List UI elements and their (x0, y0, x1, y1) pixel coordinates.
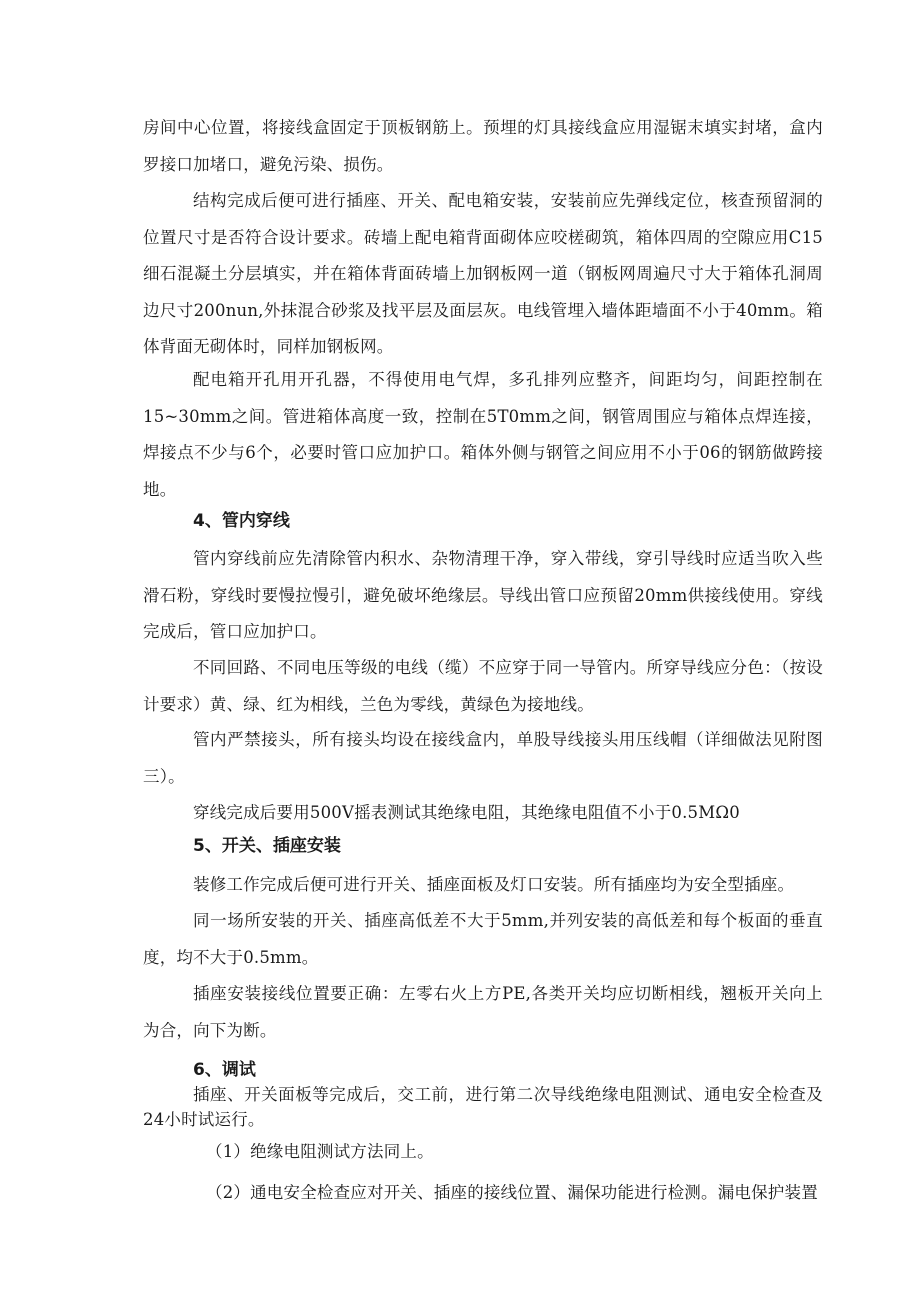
section-heading-switch-socket: 5、开关、插座安装 (193, 836, 341, 856)
paragraph-height-difference: 同一场所安装的开关、插座高低差不大于5mm,并列安装的高低差和每个板面的垂直度，均不大于0.5mm。 (143, 911, 823, 967)
paragraph-box-drilling: 配电箱开孔用开孔器，不得使用电气焊，多孔排列应整齐，间距均匀，间距控制在15~30mm之间。管进箱体高度一致，控制在5T0mm之间，钢管周围应与箱体点焊连接，焊接点不少与6个，必要时管口应加护口。箱体外侧与钢管之间应用不小于06的钢筋做跨接地。 (143, 370, 823, 499)
paragraph-insulation-test: 穿线完成后要用500V摇表测试其绝缘电阻，其绝缘电阻值不小于0.5MΩ0 (193, 803, 740, 822)
paragraph-safety-check: （2）通电安全检查应对开关、插座的接线位置、漏保功能进行检测。漏电保护装置 (206, 1183, 818, 1202)
paragraph-commissioning: 插座、开关面板等完成后，交工前，进行第二次导线绝缘电阻测试、通电安全检查及24小时试运行。 (143, 1085, 823, 1129)
paragraph-no-joints: 管内严禁接头，所有接头均设在接线盒内，单股导线接头用压线帽（详细做法见附图三）。 (143, 730, 823, 786)
paragraph-socket-wiring: 插座安装接线位置要正确：左零右火上方PE,各类开关均应切断相线，翘板开关向上为合，向下为断。 (143, 984, 823, 1040)
section-heading-wiring: 4、管内穿线 (193, 511, 290, 531)
paragraph-wire-threading: 管内穿线前应先清除管内积水、杂物清理干净，穿入带线，穿引导线时应适当吹入些滑石粉，穿线时要慢拉慢引，避免破坏绝缘层。导线出管口应预留20mm供接线使用。穿线完成后，管口应加护口。 (143, 549, 823, 641)
paragraph-circuit-colors: 不同回路、不同电压等级的电线（缆）不应穿于同一导管内。所穿导线应分色：（按设计要求）黄、绿、红为相线，兰色为零线，黄绿色为接地线。 (143, 658, 823, 714)
paragraph-junction-box: 房间中心位置，将接线盒固定于顶板钢筋上。预埋的灯具接线盒应用湿锯末填实封堵，盒内罗接口加堵口，避免污染、损伤。 (143, 118, 823, 174)
paragraph-panel-install: 装修工作完成后便可进行开关、插座面板及灯口安装。所有插座均为安全型插座。 (193, 875, 795, 894)
paragraph-distribution-box-install: 结构完成后便可进行插座、开关、配电箱安装，安装前应先弹线定位，核查预留洞的位置尺寸是否符合设计要求。砖墙上配电箱背面砌体应咬槎砌筑，箱体四周的空隙应用C15细石混凝土分层填实，并在箱体背面砖墙上加钢板网一道（钢板网周遍尺寸大于箱体孔洞周边尺寸200nun,外抹混合砂浆及找平层及面层灰。电线管埋入墙体距墙面不小于40mm。箱体背面无砌体时，同样加钢板网。 (143, 191, 823, 356)
paragraph-insulation-method: （1）绝缘电阻测试方法同上。 (206, 1142, 434, 1161)
section-heading-commissioning: 6、调试 (193, 1060, 256, 1080)
